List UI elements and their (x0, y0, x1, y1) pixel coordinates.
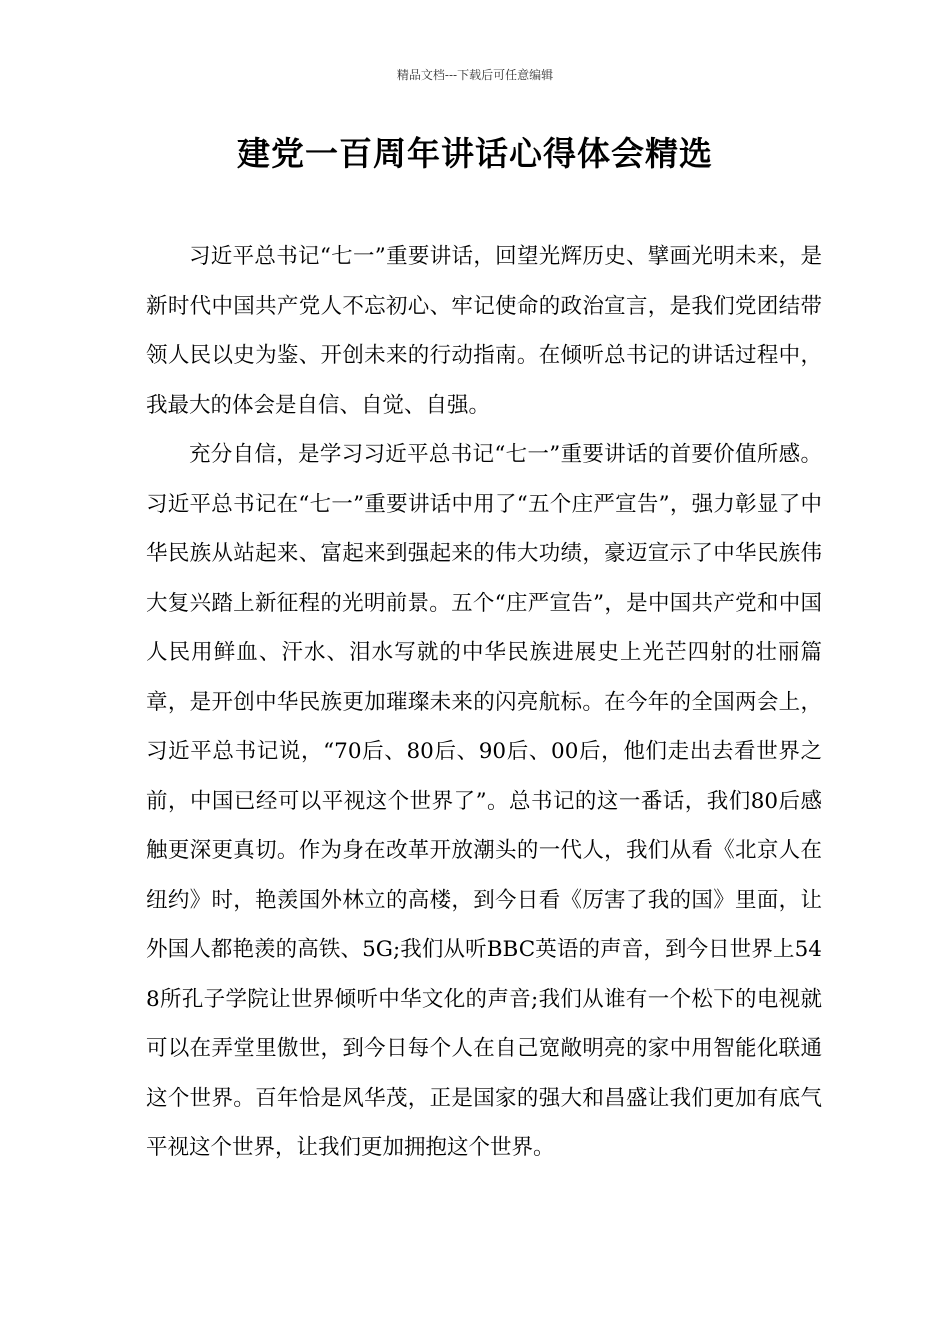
paragraph-1: 习近平总书记“七一”重要讲话，回望光辉历史、擘画光明未来，是新时代中国共产党人不忘初心、牢记使命的政治宣言，是我们党团结带领人民以史为鉴、开创未来的行动指南。在倾听总书记的讲话过程中，我最大的体会是自信、自觉、自强。 (146, 244, 822, 418)
document-body (146, 232, 822, 1173)
paragraph-2: 充分自信，是学习习近平总书记“七一”重要讲话的首要价值所感。习近平总书记在“七一”重要讲话中用了“五个庄严宣告”，强力彰显了中华民族从站起来、富起来到强起来的伟大功绩，豪迈宣示了中华民族伟大复兴踏上新征程的光明前景。五个“庄严宣告”，是中国共产党和中国人民用鲜血、汗水、泪水写就的中华民族进展史上光芒四射的壮丽篇章，是开创中华民族更加璀璨未来的闪亮航标。在今年的全国两会上，习近平总书记说，“70后、80后、90后、00后，他们走出去看世界之前，中国已经可以平视这个世界了”。总书记的这一番话，我们80后感触更深更真切。作为身在改革开放潮头的一代人，我们从看《北京人在纽约》时，艳羡国外林立的高楼，到今日看《厉害了我的国》里面，让外国人都艳羡的高铁、5G;我们从听BBC英语的声音，到今日世界上548所孔子学院让世界倾听中华文化的声音;我们从谁有一个松下的电视就可以在弄堂里傲世，到今日每个人在自己宽敞明亮的家中用智能化联通这个世界。百年恰是风华茂，正是国家的强大和昌盛让我们更加有底气平视这个世界，让我们更加拥抱这个世界。 (146, 442, 822, 1160)
document-title: 建党一百周年讲话心得体会精选 (237, 134, 713, 173)
page-header-note: 精品文档---下载后可任意编辑 (396, 68, 554, 82)
